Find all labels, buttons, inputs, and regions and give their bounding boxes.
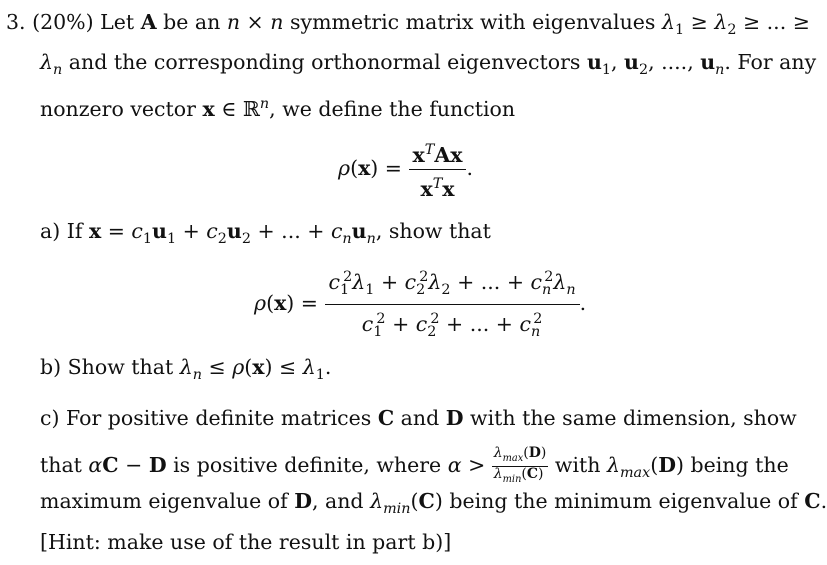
part-a-fraction: $\frac{c_1^2\lambda_1 + c_2^2\lambda_2 + ... + c_n^2\lambda_n}{c_1^2 + c_2^2 + ... + c_n^2}$	[325, 263, 580, 346]
part-a-label: a)	[40, 219, 61, 243]
part-b-statement: b) Show that $\lambda_n \le \rho(x) \le \lambda_1$.	[40, 355, 332, 384]
part-c-line-1: c) For positive definite matrices C and D with the same dimension, show	[40, 406, 797, 430]
rayleigh-fraction: $\frac{x^TAx}{x^Tx}$	[409, 136, 467, 203]
problem-intro-line-3: nonzero vector x ∈ ℝ$^n$, we define the function	[40, 96, 516, 121]
equation-rayleigh-quotient: ρ(x) = $\frac{x^TAx}{x^Tx}$ .	[338, 136, 473, 203]
problem-number: 3.	[6, 10, 26, 34]
problem-intro-line-2: $\lambda_n$ and the corresponding orthonormal eigenvectors $u_1$, $u_2$, ...., $u_n$. For any	[40, 50, 817, 79]
problem-intro-line-1: 3. (20%) Let A be an n × n symmetric matrix with eigenvalues $\lambda_1 \ge \lambda_2$ ≥ ... ≥	[6, 10, 810, 39]
part-c-line-3: maximum eigenvalue of D, and $\lambda_{min}(C)$ being the minimum eigenvalue of C.	[40, 489, 827, 518]
equation-part-a: ρ(x) = $\frac{c_1^2\lambda_1 + c_2^2\lambda_2 + ... + c_n^2\lambda_n}{c_1^2 + c_2^2 + ... + c_n^2}$ .	[254, 263, 586, 346]
alpha-bound-fraction: $\lambda_{max}(D)$ $\lambda_{min}(C)$	[493, 445, 547, 485]
part-a-statement: a) If $x = c_1u_1 + c_2u_2$ + ... + $c_nu_n$, show that	[40, 219, 491, 248]
hint-text: [Hint: make use of the result in part b)]	[40, 530, 452, 554]
part-c-line-2: that αC − D is positive definite, where α > $\lambda_{max}(D)$ $\lambda_{min}(C)$ with $\lambda_{max}(D)$ being the	[40, 445, 789, 485]
part-b-label: b)	[40, 355, 62, 379]
problem-weight: (20%)	[32, 10, 94, 34]
part-c-label: c)	[40, 406, 60, 430]
